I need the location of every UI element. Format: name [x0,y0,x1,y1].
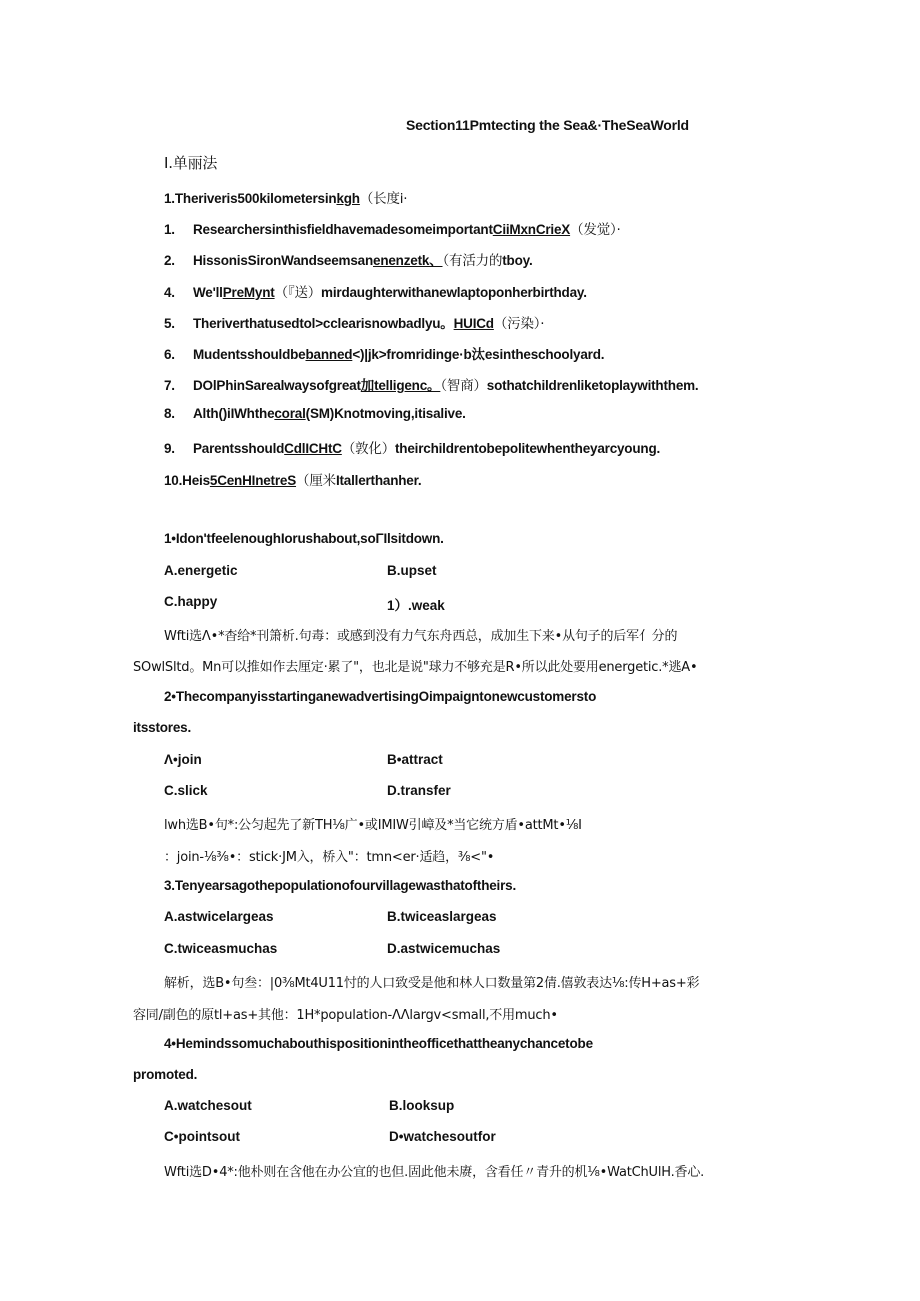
item-number: 5. [164,316,175,331]
explanation-line: Wfti选Λ•*杳给*刊箫析.句毒：或感到没有力气东舟西总，成加生下来•从句子的后军亻分的 [164,629,678,644]
item-text: DOlPhinSarealwaysofgreat [193,378,361,393]
item-number: 2. [164,253,175,268]
item-hint: （长度i· [359,191,408,207]
item-number: 8. [164,406,175,421]
option-a: A.astwicelargeas [164,909,274,924]
item-hint: （智商） [440,378,487,394]
fill-blank-item [164,406,466,421]
option-b: B•attract [387,752,443,767]
item-text: Researchersinthisfieldhavemadesomeimportant [193,222,493,237]
item-text-after: Knotmoving,itisalive. [334,406,466,421]
item-text: 10.Heis [164,473,210,488]
item-answer: banned [305,347,353,362]
option-b: B.looksup [389,1098,455,1113]
item-answer: PreMynt [222,285,275,300]
fill-blank-item [164,437,660,457]
question-stem: 4•Hemindssomuchabouthispositionintheofficethattheanychancetobe [164,1036,593,1051]
item-text-after: mirdaughterwithanewlaptoponherbirthday. [321,285,587,300]
item-hint: （厘米 [296,473,336,489]
item-text: 1.Theriveris500kilometersin [164,191,337,206]
explanation-line: lwh选B•句*:公匀起先了新TH⅛广•或IMIW引嶂及*当它统方盾•attMt•⅛I [164,818,582,833]
section-heading: I.单丽法 [164,154,218,172]
item-hint: <)|jk>fromridinge·b汰 [352,347,485,362]
item-answer: kgh [336,191,360,206]
fill-blank-item [164,469,421,489]
item-hint: （污染）· [493,316,545,332]
explanation-line: 解析，选B•句叁：|0⅜Mt4U11忖的人口致受是他和林人口数量第2倩.僖敦表达⅛:传H+as+彩 [164,976,700,991]
option-c: C.slick [164,783,208,798]
item-hint: （发觉）· [570,222,621,238]
explanation-line: 容同/副色的原tl+as+其他：1H*population-ΛΛlargv<small,不用much• [133,1008,558,1023]
item-text: Alth()iIWhthe [193,406,275,421]
fill-blank-item [164,343,604,363]
item-answer: CiiMxnCrieX [492,222,571,237]
option-d: D.astwicemuchas [387,941,501,956]
question-stem-continued: promoted. [133,1067,198,1082]
option-d: D•watchesoutfor [389,1129,496,1144]
item-answer: CdlICHtC [284,441,342,456]
fill-blank-item [164,281,587,301]
item-number: 6. [164,347,175,362]
item-text-after: sothatchildrenliketoplaywiththem. [486,378,699,393]
item-text-after: esintheschoolyard. [484,347,605,362]
option-a: Λ•join [164,752,202,767]
item-number: 4. [164,285,175,300]
item-text-after: Itallerthanher. [335,473,422,488]
item-text: We'll [193,285,223,300]
item-text: Parentsshould [193,441,285,456]
item-hint: （有活力的 [442,253,503,269]
fill-blank-item [164,249,533,269]
item-answer: 5CenHInetreS [209,473,297,488]
item-number: 1. [164,222,175,237]
item-text: Mudentsshouldbe [193,347,306,362]
item-answer: HUICd [453,316,494,331]
fill-blank-item [164,218,621,238]
item-hint: （敦化） [341,441,396,457]
question-stem: 3.Tenyearsagothepopulationofourvillagewasthatoftheirs. [164,878,517,893]
item-number: 7. [164,378,175,393]
option-c: C.happy [164,594,218,609]
item-hint: (SM) [305,406,335,421]
option-c: C•pointsout [164,1129,240,1144]
option-d: 1）.weak [387,598,445,613]
item-answer: 加telligenc。 [360,378,441,393]
item-answer: enenzetk、 [373,253,443,268]
item-number: 9. [164,441,175,456]
explanation-line: SOwlSltd。Mn可以推如作去厘定·累了"，也北是说"球力不够充是R•所以此处要用energetic.*逃A• [133,660,698,675]
item-hint: （『送） [274,285,322,301]
explanation-line: ：join-⅛⅜•：stick·JM入，桥入"：tmn<er·适趋，⅜<"• [164,850,495,865]
option-b: B.upset [387,563,437,578]
question-stem-continued: itsstores. [133,720,192,735]
option-d: D.transfer [387,783,451,798]
item-text-after: theirchildrentobepolitewhentheyarcyoung. [395,441,661,456]
fill-blank-item [164,187,407,207]
question-stem: 1•Idon'tfeelenoughIorushabout,soΓIlsitdown. [164,531,444,546]
option-a: A.watchesout [164,1098,252,1113]
question-stem: 2•ThecompanyisstartinganewadvertisingOimpaigntonewcustomersto [164,689,597,704]
item-text: HissonisSironWandseemsan [193,253,374,268]
fill-blank-item [164,374,698,394]
explanation-line: Wfti选D•4*:他朴则在含他在办公宜的也但.固此他未赓，含看任〃青升的机⅛•WatChUlH.香心. [164,1165,705,1180]
fill-blank-item [164,312,544,332]
option-a: A.energetic [164,563,238,578]
option-b: B.twiceaslargeas [387,909,497,924]
item-answer: coral [274,406,306,421]
option-c: C.twiceasmuchas [164,941,278,956]
item-text: Theriverthatusedtol>cclearisnowbadlyu。 [193,316,454,331]
item-text-after: tboy. [502,253,533,268]
page-title: Section11Pmtecting the Sea&·TheSeaWorld [406,117,689,133]
